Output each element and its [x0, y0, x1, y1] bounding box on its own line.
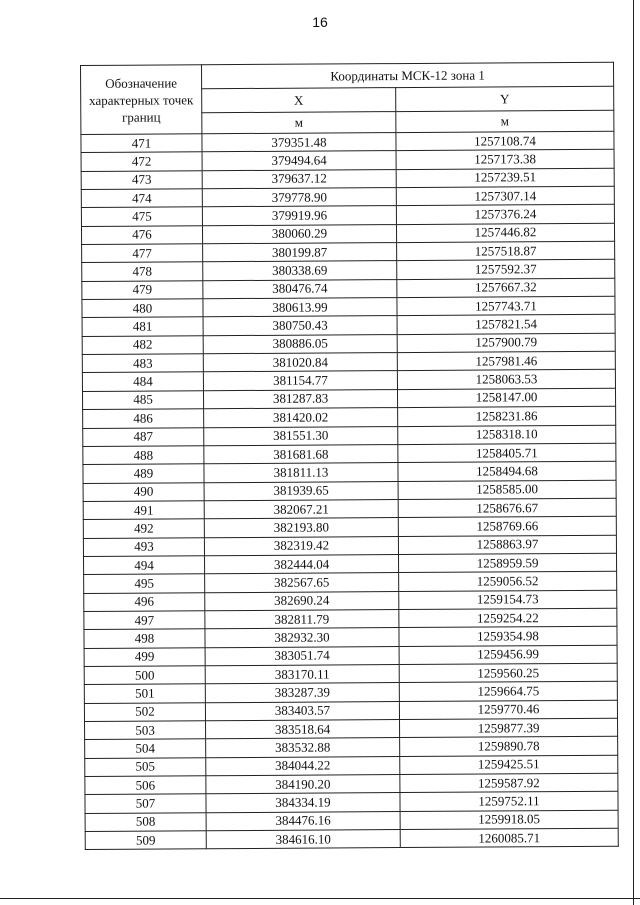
- y-coordinate-cell: 1259770.46: [399, 700, 617, 720]
- point-id-cell: 506: [85, 776, 206, 795]
- y-coordinate-cell: 1258676.67: [398, 498, 616, 518]
- y-coordinate-cell: 1259354.98: [399, 627, 617, 647]
- y-coordinate-cell: 1258769.66: [398, 516, 616, 536]
- x-coordinate-cell: 383518.64: [206, 720, 400, 740]
- point-id-cell: 479: [82, 281, 203, 300]
- x-coordinate-cell: 381020.84: [203, 353, 397, 373]
- y-coordinate-cell: 1257981.46: [397, 351, 615, 371]
- point-id-cell: 495: [84, 574, 205, 593]
- point-id-cell: 486: [83, 409, 204, 428]
- x-coordinate-cell: 382067.21: [204, 499, 398, 519]
- point-id-cell: 497: [84, 611, 205, 630]
- x-coordinate-cell: 384190.20: [206, 775, 400, 795]
- x-coordinate-cell: 384616.10: [206, 830, 400, 850]
- point-id-cell: 471: [81, 134, 202, 153]
- x-coordinate-cell: 382567.65: [205, 573, 399, 593]
- x-coordinate-cell: 384044.22: [206, 756, 400, 776]
- point-id-cell: 477: [82, 244, 203, 263]
- point-id-cell: 509: [85, 831, 206, 850]
- table-header: [81, 62, 614, 134]
- x-coordinate-cell: 380060.29: [202, 224, 396, 244]
- y-coordinate-cell: 1257592.37: [397, 260, 615, 280]
- x-coordinate-cell: 381681.68: [204, 444, 398, 464]
- x-coordinate-cell: 382690.24: [205, 591, 399, 611]
- y-coordinate-cell: 1257307.14: [396, 186, 614, 206]
- point-id-cell: 473: [81, 170, 202, 189]
- y-coordinate-cell: 1258063.53: [397, 370, 615, 390]
- x-coordinate-cell: 381811.13: [204, 463, 398, 483]
- point-id-cell: 507: [85, 794, 206, 813]
- y-coordinate-cell: 1258147.00: [397, 388, 615, 408]
- point-id-cell: 485: [82, 391, 203, 410]
- y-coordinate-cell: 1257900.79: [397, 333, 615, 353]
- header-y-unit: м: [396, 110, 614, 132]
- point-id-cell: 484: [82, 372, 203, 391]
- y-coordinate-cell: 1259254.22: [399, 608, 617, 628]
- point-id-cell: 499: [84, 647, 205, 666]
- x-coordinate-cell: 382932.30: [205, 628, 399, 648]
- y-coordinate-cell: 1260085.71: [400, 828, 618, 848]
- y-coordinate-cell: 1258231.86: [398, 406, 616, 426]
- y-coordinate-cell: 1259456.99: [399, 645, 617, 665]
- x-coordinate-cell: 382319.42: [204, 536, 398, 556]
- x-coordinate-cell: 380750.43: [203, 316, 397, 336]
- x-coordinate-cell: 384334.19: [206, 793, 400, 813]
- x-coordinate-cell: 380338.69: [203, 261, 397, 281]
- x-coordinate-cell: 380613.99: [203, 298, 397, 318]
- x-coordinate-cell: 380199.87: [203, 243, 397, 263]
- x-coordinate-cell: 380476.74: [203, 279, 397, 299]
- y-coordinate-cell: 1258959.59: [398, 553, 616, 573]
- x-coordinate-cell: 381287.83: [203, 389, 397, 409]
- header-x: X: [202, 88, 396, 113]
- point-id-cell: 490: [83, 482, 204, 501]
- point-id-cell: 491: [83, 501, 204, 520]
- y-coordinate-cell: 1258585.00: [398, 480, 616, 500]
- x-coordinate-cell: 383287.39: [205, 683, 399, 703]
- x-coordinate-cell: 379778.90: [202, 188, 396, 208]
- y-coordinate-cell: 1259425.51: [400, 755, 618, 775]
- y-coordinate-cell: 1259587.92: [400, 773, 618, 793]
- point-id-cell: 475: [81, 207, 202, 226]
- point-id-cell: 504: [85, 739, 206, 758]
- x-coordinate-cell: 381420.02: [204, 408, 398, 428]
- y-coordinate-cell: 1257821.54: [397, 315, 615, 335]
- y-coordinate-cell: 1257376.24: [396, 205, 614, 225]
- x-coordinate-cell: 380886.05: [203, 334, 397, 354]
- y-coordinate-cell: 1258318.10: [398, 425, 616, 445]
- coordinates-table: [80, 62, 619, 851]
- header-designation: Обозначение характерных точек границ: [81, 65, 202, 135]
- point-id-cell: 482: [82, 336, 203, 355]
- point-id-cell: 494: [84, 556, 205, 575]
- y-coordinate-cell: 1259664.75: [399, 682, 617, 702]
- point-id-cell: 476: [81, 225, 202, 244]
- y-coordinate-cell: 1259056.52: [399, 571, 617, 591]
- point-id-cell: 489: [83, 464, 204, 483]
- point-id-cell: 501: [84, 684, 205, 703]
- point-id-cell: 488: [83, 446, 204, 465]
- point-id-cell: 500: [84, 666, 205, 685]
- y-coordinate-cell: 1257518.87: [397, 241, 615, 261]
- header-coordinate-system: Координаты МСК-12 зона 1: [202, 62, 614, 89]
- page-edge-bottom: [0, 898, 640, 899]
- point-id-cell: 503: [85, 721, 206, 740]
- y-coordinate-cell: 1259154.73: [399, 590, 617, 610]
- y-coordinate-cell: 1259890.78: [400, 737, 618, 757]
- y-coordinate-cell: 1257173.38: [396, 150, 614, 170]
- x-coordinate-cell: 383051.74: [205, 646, 399, 666]
- x-coordinate-cell: 383532.88: [206, 738, 400, 758]
- x-coordinate-cell: 379919.96: [202, 206, 396, 226]
- point-id-cell: 505: [85, 757, 206, 776]
- y-coordinate-cell: 1259560.25: [399, 663, 617, 683]
- header-y: Y: [396, 86, 614, 111]
- point-id-cell: 472: [81, 152, 202, 171]
- x-coordinate-cell: 382193.80: [204, 518, 398, 538]
- x-coordinate-cell: 383403.57: [205, 701, 399, 721]
- y-coordinate-cell: 1257108.74: [396, 131, 614, 151]
- x-coordinate-cell: 383170.11: [205, 665, 399, 685]
- point-id-cell: 498: [84, 629, 205, 648]
- y-coordinate-cell: 1259752.11: [400, 792, 618, 812]
- y-coordinate-cell: 1257446.82: [396, 223, 614, 243]
- y-coordinate-cell: 1257743.71: [397, 296, 615, 316]
- point-id-cell: 474: [81, 189, 202, 208]
- x-coordinate-cell: 379351.48: [202, 133, 396, 153]
- point-id-cell: 496: [84, 592, 205, 611]
- table-row: [85, 828, 618, 850]
- point-id-cell: 478: [82, 262, 203, 281]
- point-id-cell: 480: [82, 299, 203, 318]
- point-id-cell: 508: [85, 812, 206, 831]
- page-number: 16: [312, 14, 328, 30]
- point-id-cell: 487: [83, 427, 204, 446]
- y-coordinate-cell: 1258405.71: [398, 443, 616, 463]
- x-coordinate-cell: 382444.04: [204, 554, 398, 574]
- x-coordinate-cell: 384476.16: [206, 811, 400, 831]
- point-id-cell: 492: [83, 519, 204, 538]
- y-coordinate-cell: 1259877.39: [400, 718, 618, 738]
- point-id-cell: 481: [82, 317, 203, 336]
- y-coordinate-cell: 1258494.68: [398, 461, 616, 481]
- y-coordinate-cell: 1257239.51: [396, 168, 614, 188]
- point-id-cell: 493: [83, 537, 204, 556]
- x-coordinate-cell: 379637.12: [202, 169, 396, 189]
- page-edge-right: [633, 0, 634, 905]
- table-body: [81, 131, 618, 850]
- y-coordinate-cell: 1258863.97: [398, 535, 616, 555]
- x-coordinate-cell: 381154.77: [203, 371, 397, 391]
- y-coordinate-cell: 1257667.32: [397, 278, 615, 298]
- point-id-cell: 502: [84, 702, 205, 721]
- x-coordinate-cell: 382811.79: [205, 610, 399, 630]
- x-coordinate-cell: 381551.30: [204, 426, 398, 446]
- point-id-cell: 483: [82, 354, 203, 373]
- header-x-unit: м: [202, 112, 396, 134]
- y-coordinate-cell: 1259918.05: [400, 810, 618, 830]
- x-coordinate-cell: 379494.64: [202, 151, 396, 171]
- x-coordinate-cell: 381939.65: [204, 481, 398, 501]
